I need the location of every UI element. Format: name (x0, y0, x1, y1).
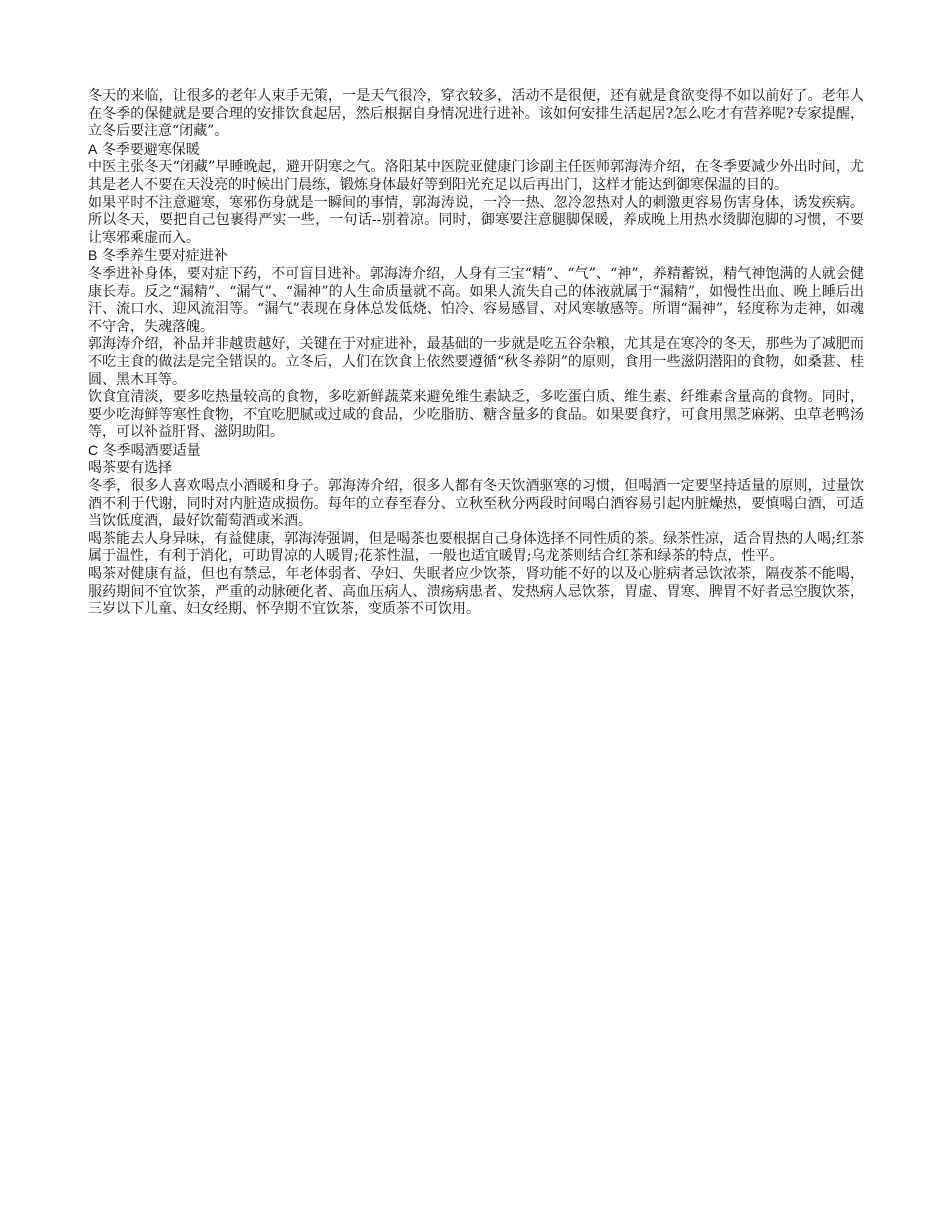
section-b-paragraph-3: 饮食宜清淡，要多吃热量较高的食物，多吃新鲜蔬菜来避免维生素缺乏，多吃蛋白质、维生素、纤维素含量高的食物。同时，要少吃海鲜等寒性食物，不宜吃肥腻或过咸的食品，少吃脂肪、糖含量多的食品。如果要食疗，可食用黑芝麻粥、虫草老鸭汤等，可以补益肝肾、滋阴助阳。 (88, 389, 864, 441)
section-b-paragraph-1: 冬季进补身体，要对症下药，不可盲目进补。郭海涛介绍，人身有三宝“精”、“气”、“神”，养精蓄锐，精气神饱满的人就会健康长寿。反之“漏精”、“漏气”、“漏神”的人生命质量就不高。如果人流失自己的体液就属于“漏精”，如慢性出血、晚上睡后出汗、流口水、迎风流泪等。“漏气”表现在身体总发低烧、怕冷、容易感冒、对风寒敏感等。所谓“漏神”，轻度称为走神，如魂不守舍，失魂落魄。 (88, 265, 864, 335)
section-a-paragraph-2: 如果平时不注意避寒，寒邪伤身就是一瞬间的事情，郭海涛说，一冷一热、忽冷忽热对人的刺激更容易伤害身体，诱发疾病。所以冬天，要把自己包裹得严实一些，一句话--别着凉。同时，御寒要注意腿脚保暖，养成晚上用热水烫脚泡脚的习惯，不要让寒邪乘虚而入。 (88, 194, 864, 246)
section-b-letter: B (88, 247, 98, 264)
section-a-title: 冬季要避寒保暖 (101, 141, 200, 158)
section-c-title: 冬季喝酒要适量 (102, 442, 201, 459)
section-c-paragraph-3: 喝茶对健康有益，但也有禁忌，年老体弱者、孕妇、失眠者应少饮茶，肾功能不好的以及心脏病者忌饮浓茶，隔夜茶不能喝，服药期间不宜饮茶，严重的动脉硬化者、高血压病人、溃疡病患者、发热病人忌饮茶，胃虚、胃寒、脾胃不好者忌空腹饮茶，三岁以下儿童、妇女经期、怀孕期不宜饮茶，变质茶不可饮用。 (88, 566, 864, 618)
section-b-paragraph-2: 郭海涛介绍，补品并非越贵越好，关键在于对症进补，最基础的一步就是吃五谷杂粮，尤其是在寒冷的冬天，那些为了减肥而不吃主食的做法是完全错误的。立冬后，人们在饮食上依然要遵循“秋冬养阴”的原则，食用一些滋阴潜阳的食物，如桑葚、桂圆、黑木耳等。 (88, 336, 864, 388)
section-b-heading (88, 247, 864, 266)
section-c-subtitle: 喝茶要有选择 (88, 460, 172, 477)
intro-paragraph: 冬天的来临，让很多的老年人束手无策，一是天气很冷，穿衣较多，活动不是很便，还有就是食欲变得不如以前好了。老年人在冬季的保健就是要合理的安排饮食起居，然后根据自身情况进行进补。该如何安排生活起居?怎么吃才有营养呢?专家提醒，立冬后要注意“闭藏”。 (88, 88, 864, 140)
section-a-heading (88, 141, 864, 160)
section-c-heading (88, 442, 864, 461)
section-c-paragraph-1: 冬季，很多人喜欢喝点小酒暖和身子。郭海涛介绍，很多人都有冬天饮酒驱寒的习惯，但喝酒一定要坚持适量的原则，过量饮酒不利于代谢，同时对内脏造成损伤。每年的立春至春分、立秋至秋分两段时间喝白酒容易引起内脏燥热，要慎喝白酒，可适当饮低度酒，最好饮葡萄酒或米酒。 (88, 478, 864, 530)
section-c-letter: C (88, 441, 99, 458)
section-a-paragraph-1: 中医主张冬天“闭藏”早睡晚起，避开阴寒之气。洛阳某中医院亚健康门诊副主任医师郭海涛介绍，在冬季要减少外出时间，尤其是老人不要在天没亮的时候出门晨练，锻炼身体最好等到阳光充足以后再出门，这样才能达到御寒保温的目的。 (88, 159, 864, 193)
section-b-title: 冬季养生要对症进补 (101, 248, 228, 265)
section-c-paragraph-2: 喝茶能去人身异味，有益健康，郭海涛强调，但是喝茶也要根据自己身体选择不同性质的茶。绿茶性凉，适合胃热的人喝;红茶属于温性，有利于消化，可助胃凉的人暖胃;花茶性温，一般也适宜暖胃;乌龙茶则结合红茶和绿茶的特点，性平。 (88, 530, 864, 565)
article (88, 88, 864, 619)
section-a-letter: A (88, 140, 98, 157)
